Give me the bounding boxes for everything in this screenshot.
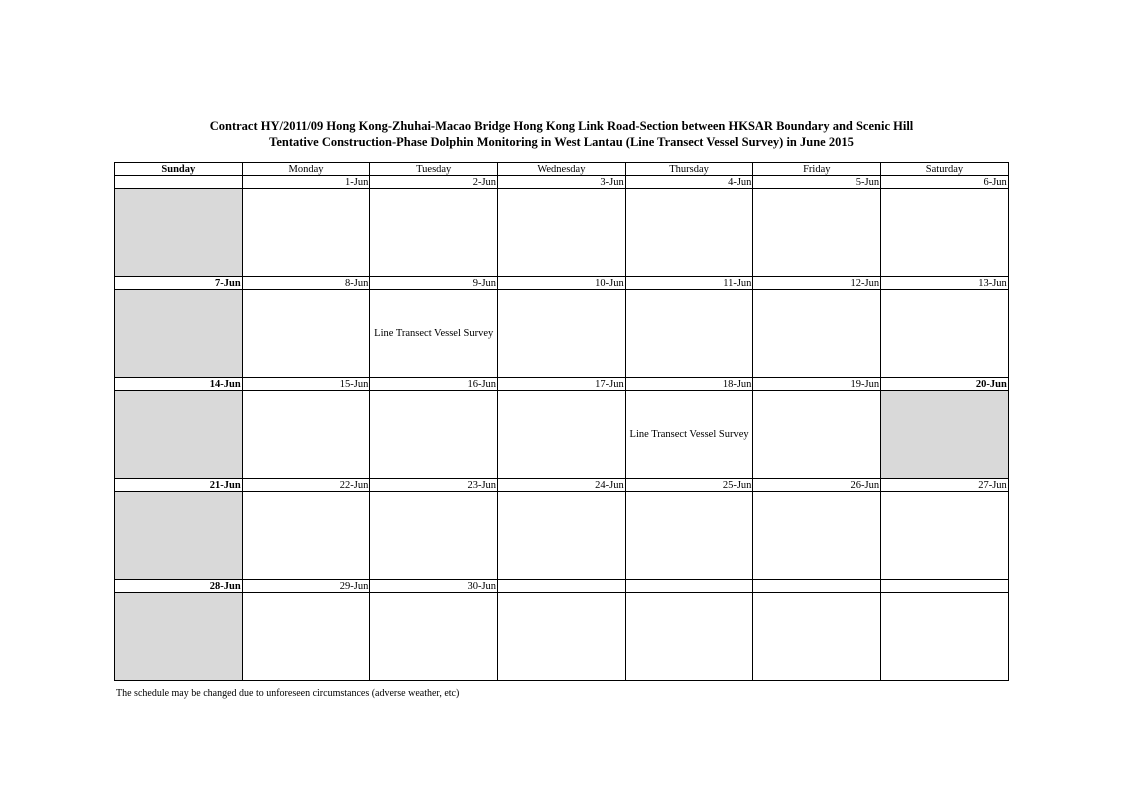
event-cell (498, 492, 626, 580)
title-line-2: Tentative Construction-Phase Dolphin Monitoring in West Lantau (Line Transect Vessel Survey) in June 2015 (269, 135, 854, 149)
week-3-event-row (115, 391, 1009, 479)
event-cell-holiday (881, 391, 1009, 479)
date-cell: 15-Jun (242, 378, 370, 391)
weekday-sunday: Sunday (115, 163, 243, 176)
schedule-footnote: The schedule may be changed due to unforeseen circumstances (adverse weather, etc) (116, 688, 460, 699)
date-cell: 13-Jun (881, 277, 1009, 290)
week-1-event-row (115, 189, 1009, 277)
week-2-date-row (115, 277, 1009, 290)
date-cell: 9-Jun (370, 277, 498, 290)
event-cell (625, 492, 753, 580)
date-cell: 25-Jun (625, 479, 753, 492)
event-cell (881, 189, 1009, 277)
date-cell: 7-Jun (115, 277, 243, 290)
week-5-event-row (115, 593, 1009, 681)
event-cell (881, 593, 1009, 681)
date-cell: 10-Jun (498, 277, 626, 290)
event-cell (498, 391, 626, 479)
weekday-tuesday: Tuesday (370, 163, 498, 176)
event-cell (242, 492, 370, 580)
week-1-date-row (115, 176, 1009, 189)
week-2-event-row (115, 290, 1009, 378)
date-cell: 29-Jun (242, 580, 370, 593)
week-4-date-row (115, 479, 1009, 492)
date-cell: 16-Jun (370, 378, 498, 391)
date-cell: 12-Jun (753, 277, 881, 290)
weekday-friday: Friday (753, 163, 881, 176)
date-cell: 30-Jun (370, 580, 498, 593)
event-cell (498, 290, 626, 378)
event-cell (753, 189, 881, 277)
weekday-thursday: Thursday (625, 163, 753, 176)
date-cell: 11-Jun (625, 277, 753, 290)
date-cell: 2-Jun (370, 176, 498, 189)
event-cell (753, 290, 881, 378)
week-4-event-row (115, 492, 1009, 580)
date-cell: 8-Jun (242, 277, 370, 290)
date-cell: 3-Jun (498, 176, 626, 189)
date-cell: 28-Jun (115, 580, 243, 593)
event-cell (881, 290, 1009, 378)
date-cell (625, 580, 753, 593)
date-cell (498, 580, 626, 593)
date-cell: 18-Jun (625, 378, 753, 391)
event-cell-holiday (115, 290, 243, 378)
weekday-saturday: Saturday (881, 163, 1009, 176)
date-cell: 14-Jun (115, 378, 243, 391)
week-5-date-row (115, 580, 1009, 593)
week-3-date-row (115, 378, 1009, 391)
calendar-table (114, 162, 1009, 681)
event-cell-holiday (115, 593, 243, 681)
survey-event-jun-9: Line Transect Vessel Survey (370, 290, 498, 378)
date-cell: 5-Jun (753, 176, 881, 189)
date-cell: 19-Jun (753, 378, 881, 391)
event-cell (753, 593, 881, 681)
event-cell-holiday (115, 391, 243, 479)
event-cell (370, 391, 498, 479)
event-cell (242, 189, 370, 277)
event-cell (498, 593, 626, 681)
event-cell-holiday (115, 492, 243, 580)
date-cell: 23-Jun (370, 479, 498, 492)
event-cell (370, 492, 498, 580)
weekday-header-row (115, 163, 1009, 176)
event-cell (753, 391, 881, 479)
event-cell (242, 391, 370, 479)
event-cell (881, 492, 1009, 580)
document-title-block (0, 118, 1123, 150)
weekday-monday: Monday (242, 163, 370, 176)
survey-event-jun-18: Line Transect Vessel Survey (625, 391, 753, 479)
date-cell: 27-Jun (881, 479, 1009, 492)
date-cell (881, 580, 1009, 593)
date-cell: 1-Jun (242, 176, 370, 189)
event-cell (242, 290, 370, 378)
title-line-1: Contract HY/2011/09 Hong Kong-Zhuhai-Macao Bridge Hong Kong Link Road-Section between HKSAR Boundary and Scenic Hill (209, 119, 914, 133)
event-cell (753, 492, 881, 580)
weekday-wednesday: Wednesday (498, 163, 626, 176)
date-cell: 22-Jun (242, 479, 370, 492)
event-cell (242, 593, 370, 681)
date-cell: 21-Jun (115, 479, 243, 492)
date-cell: 20-Jun (881, 378, 1009, 391)
event-cell (625, 189, 753, 277)
date-cell: 24-Jun (498, 479, 626, 492)
event-cell (370, 189, 498, 277)
date-cell (115, 176, 243, 189)
date-cell: 17-Jun (498, 378, 626, 391)
date-cell: 6-Jun (881, 176, 1009, 189)
event-cell (370, 593, 498, 681)
event-cell (625, 290, 753, 378)
event-cell (498, 189, 626, 277)
date-cell: 4-Jun (625, 176, 753, 189)
date-cell: 26-Jun (753, 479, 881, 492)
event-cell-holiday (115, 189, 243, 277)
date-cell (753, 580, 881, 593)
event-cell (625, 593, 753, 681)
